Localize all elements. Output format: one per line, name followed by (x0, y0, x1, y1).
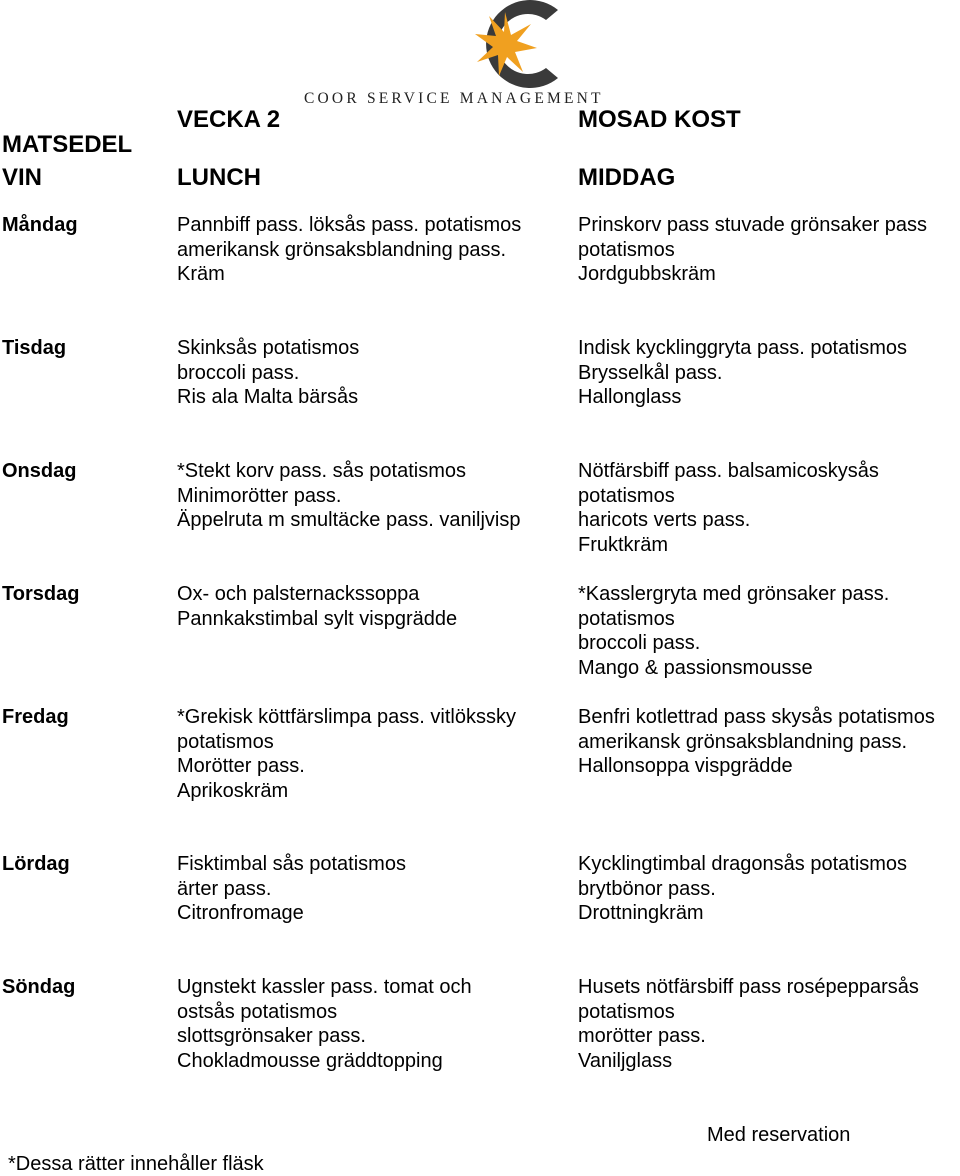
dinner-menu (578, 213, 927, 287)
dinner-dish-line: brytbönor pass. (578, 877, 716, 900)
lunch-dish-line: Pannbiff pass. löksås pass. potatismos (177, 214, 522, 236)
pork-note: *Dessa rätter innehåller fläsk (8, 1153, 264, 1175)
dinner-dish-line: Drottningkräm (578, 902, 704, 924)
lunch-column-header: LUNCH (177, 164, 261, 191)
lunch-dish-line: slottsgrönsaker pass. (177, 1025, 366, 1047)
dinner-dish-line: Prinskorv pass stuvade grönsaker pass (578, 214, 928, 236)
dinner-dish-line: Indisk kycklinggryta pass. potatismos (578, 337, 908, 359)
lunch-menu (177, 459, 520, 533)
dinner-dish-line: *Kasslergryta med grönsaker pass. (578, 583, 890, 605)
lunch-dish-line: ostsås potatismos (177, 1000, 338, 1023)
lunch-dish-line: Kräm (177, 263, 225, 285)
lunch-menu (177, 852, 406, 926)
dinner-dish-line: amerikansk grönsaksblandning pass. (578, 730, 908, 753)
day-name: Tisdag (2, 337, 67, 359)
dinner-dish-line: morötter pass. (578, 1025, 706, 1047)
dinner-dish-line: potatismos (578, 484, 675, 507)
dinner-column-header: MIDDAG (578, 164, 676, 191)
lunch-dish-line: broccoli pass. (177, 361, 300, 384)
lunch-dish-line: ärter pass. (177, 877, 272, 900)
lunch-dish-line: Citronfromage (177, 902, 304, 924)
dinner-menu (578, 975, 919, 1073)
lunch-menu (177, 213, 521, 287)
title-matsedel: MATSEDEL (2, 131, 133, 158)
week-label: VECKA 2 (177, 106, 281, 133)
dinner-dish-line: Jordgubbskräm (578, 263, 716, 285)
day-name: Måndag (2, 214, 78, 236)
dinner-menu (578, 582, 889, 680)
title-vin: VIN (2, 164, 43, 191)
dinner-dish-line: Mango & passionsmousse (578, 656, 813, 679)
lunch-dish-line: *Stekt korv pass. sås potatismos (177, 460, 467, 482)
diet-label: MOSAD KOST (578, 106, 741, 133)
lunch-menu (177, 582, 457, 631)
dinner-dish-line: potatismos (578, 238, 675, 261)
day-name: Torsdag (2, 583, 80, 605)
dinner-dish-line: potatismos (578, 607, 675, 630)
dinner-dish-line: Hallonglass (578, 386, 682, 408)
lunch-dish-line: Morötter pass. (177, 755, 305, 777)
logo-company-name: COOR SERVICE MANAGEMENT (304, 90, 604, 107)
dinner-menu (578, 852, 907, 926)
dinner-dish-line: haricots verts pass. (578, 509, 751, 531)
lunch-dish-line: Pannkakstimbal sylt vispgrädde (177, 607, 458, 630)
lunch-dish-line: Minimorötter pass. (177, 484, 342, 507)
lunch-dish-line: *Grekisk köttfärslimpa pass. vitlökssky (177, 706, 516, 728)
lunch-menu (177, 705, 516, 803)
reservation-note: Med reservation (707, 1124, 851, 1146)
day-name: Fredag (2, 706, 69, 728)
lunch-dish-line: Äppelruta m smultäcke pass. vaniljvisp (177, 509, 521, 531)
day-name: Lördag (2, 853, 70, 875)
lunch-dish-line: amerikansk grönsaksblandning pass. (177, 238, 507, 261)
lunch-menu (177, 336, 359, 410)
dinner-menu (578, 705, 935, 779)
lunch-dish-line: Ox- och palsternackssoppa (177, 583, 420, 605)
dinner-dish-line: broccoli pass. (578, 632, 701, 654)
dinner-dish-line: Hallonsoppa vispgrädde (578, 755, 793, 777)
dinner-menu (578, 336, 907, 410)
coor-logo (300, 0, 680, 108)
lunch-dish-line: Ugnstekt kassler pass. tomat och (177, 976, 472, 998)
lunch-menu (177, 975, 472, 1073)
lunch-dish-line: Skinksås potatismos (177, 337, 360, 359)
day-name: Onsdag (2, 460, 77, 482)
lunch-dish-line: Fisktimbal sås potatismos (177, 853, 406, 875)
dinner-dish-line: Nötfärsbiff pass. balsamicoskysås (578, 460, 879, 482)
dinner-dish-line: Fruktkräm (578, 533, 668, 556)
dinner-dish-line: Brysselkål pass. (578, 361, 723, 384)
lunch-dish-line: Ris ala Malta bärsås (177, 386, 359, 408)
dinner-dish-line: Benfri kotlettrad pass skysås potatismos (578, 706, 935, 728)
dinner-dish-line: Vaniljglass (578, 1049, 673, 1072)
dinner-dish-line: Husets nötfärsbiff pass rosépepparsås (578, 976, 919, 998)
dinner-dish-line: Kycklingtimbal dragonsås potatismos (578, 853, 908, 875)
coor-logo-mark-icon (300, 0, 680, 90)
day-name: Söndag (2, 976, 76, 998)
dinner-dish-line: potatismos (578, 1000, 675, 1023)
dinner-menu (578, 459, 879, 557)
lunch-dish-line: potatismos (177, 730, 274, 753)
lunch-dish-line: Aprikoskräm (177, 779, 289, 802)
lunch-dish-line: Chokladmousse gräddtopping (177, 1049, 443, 1072)
